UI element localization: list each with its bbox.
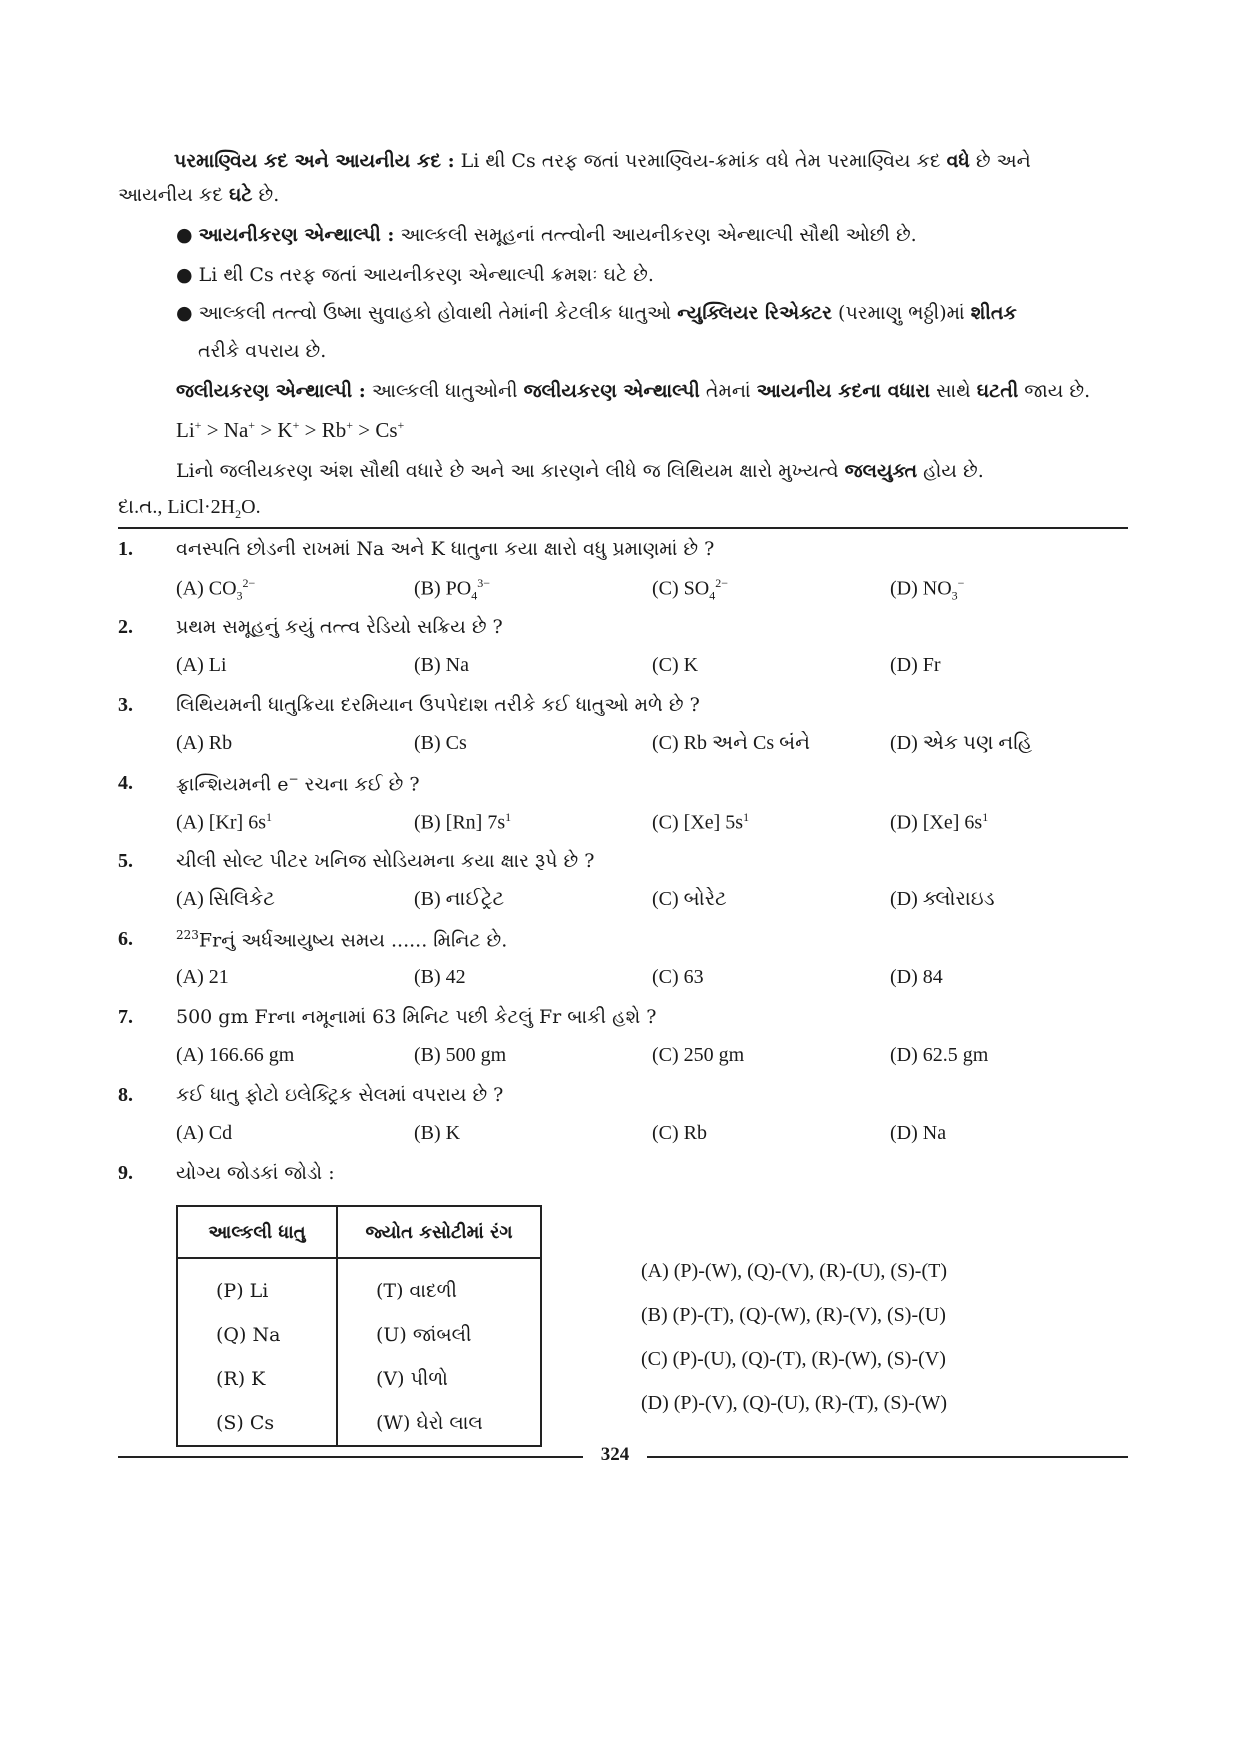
question-number: 3. [118,694,133,716]
text-bold: ઘટતી [976,380,1019,402]
option-b: (B) નાઈટ્રેટ [414,888,505,910]
bullet-coolant [176,302,1126,324]
option-a: (A) 166.66 gm [176,1044,295,1066]
text: છે. [252,184,280,206]
text-bold: વધે [946,150,970,172]
lithium-hydration-paragraph [176,460,1136,482]
text: Li થી Cs તરફ જતાં પરમાણ્વિય-ક્રમાંક વધે તેમ પરમાણ્વિય કદ [454,150,947,172]
option-b: (B) Cs [414,732,467,754]
metal-item: (Q) Na [216,1324,281,1346]
bullet-dot: ● [176,302,193,324]
color-item: (V) પીળો [376,1368,448,1390]
text: આલ્કલી તત્ત્વો ઉષ્મા સુવાહકો હોવાથી તેમાંની કેટલીક ધાતુઓ [198,302,678,324]
metal-item: (S) Cs [216,1412,275,1434]
heading-atomic-ionic-size: પરમાણ્વિય કદ અને આયનીય કદ : [174,150,455,172]
section-divider [118,527,1128,529]
hydration-order-formula: Li+ > Na+ > K+ > Rb+ > Cs+ [176,418,405,442]
question-text: લિથિયમની ધાતુક્રિયા દરમિયાન ઉપપેદાશ તરીકે કઈ ધાતુઓ મળે છે ? [176,694,700,716]
text: દા.ત., LiCl·2H [118,496,236,518]
metal-item: (R) K [216,1368,266,1390]
text: (પરમાણુ ભઠ્ઠી)માં [832,302,971,324]
option-d: (D) Na [890,1122,947,1144]
option-a: (A) [Kr] $6s^1$ [176,810,272,834]
question-text: ચીલી સોલ્ટ પીટર ખનિજ સોડિયમના કયા ક્ષાર રૂપે છે ? [176,850,595,872]
mass-number: 223 [176,928,199,942]
text-bold: આયનીય કદના વધારા [756,380,931,402]
question-text: યોગ્ય જોડકાં જોડો : [176,1162,335,1184]
text-bold: ઘટે [229,184,253,206]
text-bold: શીતક [970,302,1017,324]
text: આલ્કલી સમૂહનાં તત્ત્વોની આયનીકરણ એન્થાલ્પી સૌથી ઓછી છે. [394,224,917,246]
question-text: પ્રથમ સમૂહનું કયું તત્ત્વ રેડિયો સક્રિય છે ? [176,616,503,638]
question-number: 7. [118,1006,133,1028]
option-a: (A) Li [176,654,227,676]
text-bold: જલીયકરણ એન્થાલ્પી [523,380,700,402]
text: O. [241,496,261,518]
question-text: $^{223}$Frનું અર્ધઆયુષ્ય સમય ...... મિનિટ છે. [176,928,508,952]
option-c: (C) 63 [652,966,704,988]
subscript: 2 [235,507,242,521]
table-header-flame-color: જ્યોત કસોટીમાં રંગ [337,1206,541,1258]
match-option-a: (A) (P)-(W), (Q)-(V), (R)-(U), (S)-(T) [641,1260,947,1282]
text: આયનીય કદ [118,184,229,206]
option-b: (B) 42 [414,966,466,988]
option-b: (B) $PO_4^{3-}$ [414,576,491,603]
question-text: કઈ ધાતુ ફોટો ઇલેક્ટ્રિક સેલમાં વપરાય છે ? [176,1084,504,1106]
color-item: (T) વાદળી [376,1280,457,1302]
intro-paragraph-sizes [118,146,1128,176]
example-licl [118,496,261,522]
text: તેમનાં [699,380,757,402]
question-number: 6. [118,928,133,950]
question-number: 2. [118,616,133,638]
question-number: 9. [118,1162,133,1184]
option-d: (D) [Xe] $6s^1$ [890,810,989,834]
matching-table [176,1205,542,1447]
page-number: 324 [600,1444,630,1465]
match-option-d: (D) (P)-(V), (Q)-(U), (R)-(T), (S)-(W) [641,1392,947,1414]
metal-item: (P) Li [216,1280,269,1302]
option-c: (C) Rb [652,1122,707,1144]
heading-ionization-enthalpy: આયનીકરણ એન્થાલ્પી : [198,224,395,246]
table-header-metal: આલ્કલી ધાતુ [177,1206,337,1258]
color-item: (W) ઘેરો લાલ [376,1412,483,1434]
option-a: (A) સિલિકેટ [176,888,275,910]
bullet-ionization-trend [176,264,654,286]
option-b: (B) 500 gm [414,1044,507,1066]
text: હોય છે. [917,460,984,482]
option-d: (D) 62.5 gm [890,1044,989,1066]
option-b: (B) [Rn] $7s^1$ [414,810,512,834]
option-c: (C) Rb અને Cs બંને [652,732,811,754]
text: છે અને [969,150,1031,172]
match-option-b: (B) (P)-(T), (Q)-(W), (R)-(V), (S)-(U) [641,1304,946,1326]
option-d: (D) ક્લોરાઇડ [890,888,995,910]
intro-paragraph-sizes-line2 [118,184,1128,206]
heading-hydration-enthalpy: જલીયકરણ એન્થાલ્પી : [176,380,366,402]
question-number: 1. [118,538,133,560]
text-bold: ન્યુક્લિયર રિએક્ટર [677,302,832,324]
hydration-paragraph [176,380,1136,402]
option-d: (D) Fr [890,654,941,676]
text-bold: જલયુક્ત [844,460,918,482]
option-c: (C) K [652,654,699,676]
bullet-dot: ● [176,264,193,286]
question-text: 500 gm Frના નમૂનામાં 63 મિનિટ પછી કેટલું Fr બાકી હશે ? [176,1006,657,1028]
option-a: (A) Rb [176,732,233,754]
option-a: (A) Cd [176,1122,233,1144]
option-a: (A) 21 [176,966,229,988]
option-b: (B) K [414,1122,461,1144]
metal-column [177,1258,337,1446]
text: સાથે [930,380,977,402]
question-number: 5. [118,850,133,872]
text: Li થી Cs તરફ જતાં આયનીકરણ એન્થાલ્પી ક્રમશઃ ઘટે છે. [198,264,654,286]
question-number: 4. [118,772,133,794]
option-d: (D) એક પણ નહિ [890,732,1033,754]
match-option-c: (C) (P)-(U), (Q)-(T), (R)-(W), (S)-(V) [641,1348,946,1370]
text: જાય છે. [1018,380,1091,402]
footer-rule-left [118,1456,583,1458]
bullet-dot: ● [176,224,193,246]
option-c: (C) બોરેટ [652,888,727,910]
question-number: 8. [118,1084,133,1106]
color-item: (U) જાંબલી [376,1324,472,1346]
option-c: (C) 250 gm [652,1044,745,1066]
option-c: (C) $SO_4^{2-}$ [652,576,729,603]
option-c: (C) [Xe] $5s^1$ [652,810,750,834]
option-a: (A) $CO_3^{2-}$ [176,576,256,603]
option-b: (B) Na [414,654,469,676]
bullet-ionization [176,224,917,246]
text: Liનો જલીયકરણ અંશ સૌથી વધારે છે અને આ કારણને લીધે જ લિથિયમ ક્ષારો મુખ્યત્વે [176,460,845,482]
question-text: ફ્રાન્શિયમની e− રચના કઈ છે ? [176,772,420,796]
footer-rule-right [647,1456,1128,1458]
question-text: વનસ્પતિ છોડની રાખમાં Na અને K ધાતુના કયા ક્ષારો વધુ પ્રમાણમાં છે ? [176,538,715,560]
option-d: (D) 84 [890,966,943,988]
color-column [337,1258,541,1446]
option-d: (D) $NO_3^-$ [890,576,965,603]
text: આલ્કલી ધાતુઓની [365,380,524,402]
bullet-coolant-line2: તરીકે વપરાય છે. [198,340,327,362]
